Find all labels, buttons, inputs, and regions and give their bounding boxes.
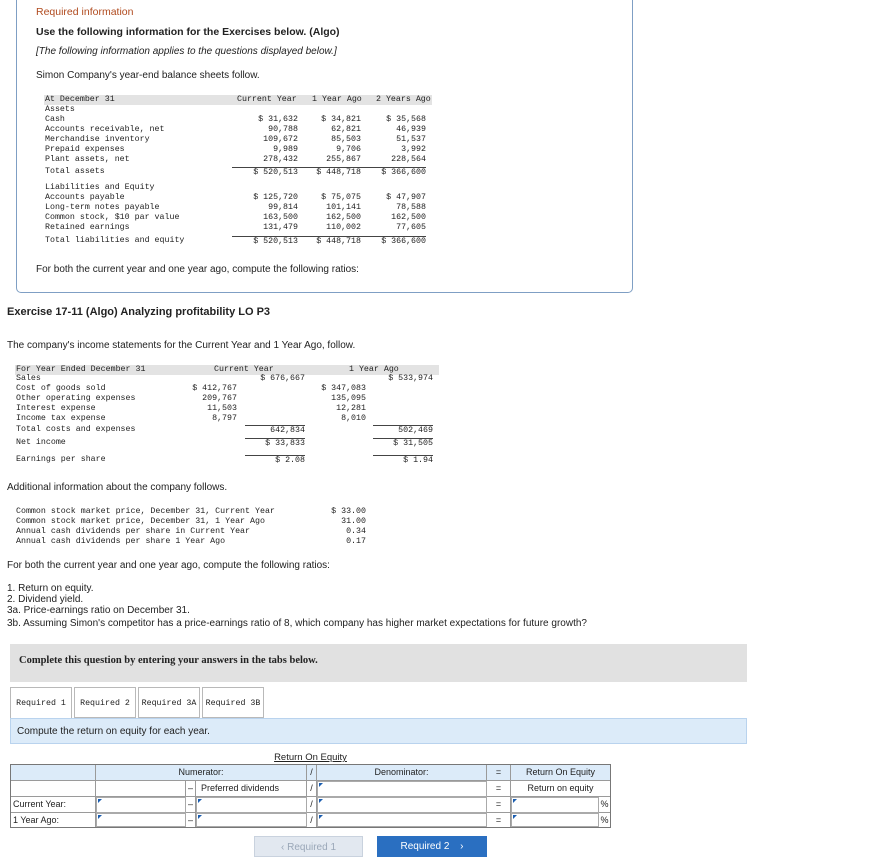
- roe-prior-minus: –: [186, 813, 196, 827]
- question-1: 1. Return on equity.: [7, 583, 94, 594]
- roe-answer-grid: [10, 764, 611, 828]
- roe-hdr-slash: /: [307, 765, 317, 781]
- is-total-costs-label: Total costs and expenses: [16, 425, 136, 434]
- is-sales-current: $ 676,667: [260, 374, 305, 383]
- bs-total-assets-col3: $ 366,600: [360, 167, 426, 178]
- bs-asset-row-4-col1: 278,432: [263, 155, 298, 164]
- balance-closing-text: For both the current year and one year ago, compute the following ratios:: [36, 264, 359, 275]
- add-row-2-value: 0.34: [346, 527, 366, 536]
- bs-asset-row-4-label: Plant assets, net: [45, 155, 130, 164]
- bs-liab-row-1-col3: 78,588: [396, 203, 426, 212]
- bs-total-liab-col3: $ 366,600: [360, 236, 426, 247]
- bs-liab-row-1-label: Long-term notes payable: [45, 203, 160, 212]
- roe-prior-equals: =: [487, 813, 511, 827]
- is-total-costs-prior: 502,469: [373, 425, 433, 436]
- complete-instructions-text: Complete this question by entering your answers in the tabs below.: [19, 655, 318, 666]
- bs-total-liab-col1: $ 520,513: [232, 236, 298, 247]
- is-cost-row-0-label: Cost of goods sold: [16, 384, 106, 393]
- bs-asset-row-4-col2: 255,867: [326, 155, 361, 164]
- chevron-left-icon: ‹: [280, 842, 285, 853]
- roe-table-title: Return On Equity: [274, 752, 347, 763]
- is-cost-row-3-label: Income tax expense: [16, 414, 106, 423]
- tab-required-3b[interactable]: Required 3B: [202, 687, 264, 718]
- roe-row-current-label: Current Year:: [11, 797, 96, 813]
- bs-asset-row-1-col3: 46,939: [396, 125, 426, 134]
- is-header-prior: 1 Year Ago: [349, 365, 399, 374]
- balance-sheet-intro: Simon Company's year-end balance sheets follow.: [36, 70, 260, 81]
- roe-label-slash: /: [307, 781, 317, 797]
- bs-header-label: At December 31: [45, 95, 115, 104]
- bs-total-assets-col1: $ 520,513: [232, 167, 298, 178]
- is-header-current: Current Year: [214, 365, 274, 374]
- tab-required-1[interactable]: Required 1: [10, 687, 72, 719]
- roe-current-numerator-input[interactable]: [96, 797, 186, 813]
- info-heading: Use the following information for the Exercises below. (Algo): [36, 26, 340, 38]
- bs-header-current: Current Year: [237, 95, 297, 104]
- bs-liab-row-3-label: Retained earnings: [45, 223, 130, 232]
- bs-liab-row-2-col3: 162,500: [391, 213, 426, 222]
- roe-prior-result-input[interactable]: [511, 813, 599, 827]
- add-row-2-label: Annual cash dividends per share in Current Year: [16, 527, 251, 536]
- roe-hdr-result: Return On Equity: [511, 765, 610, 781]
- bs-asset-row-3-col2: 9,706: [336, 145, 361, 154]
- add-row-3-label: Annual cash dividends per share 1 Year Ago: [16, 537, 226, 546]
- bs-asset-row-4-col3: 228,564: [391, 155, 426, 164]
- prev-required-button[interactable]: [254, 836, 363, 857]
- compute-instruction: Compute the return on equity for each year.: [17, 726, 210, 737]
- bs-total-liab-label: Total liabilities and equity: [45, 236, 185, 245]
- bs-total-assets-label: Total assets: [45, 167, 105, 176]
- roe-current-percent: %: [599, 797, 610, 813]
- roe-current-result-input[interactable]: [511, 797, 599, 813]
- bs-asset-row-3-label: Prepaid expenses: [45, 145, 125, 154]
- roe-label-result: Return on equity: [511, 781, 610, 797]
- roe-prior-denominator-input[interactable]: [317, 813, 487, 827]
- roe-current-denominator-input[interactable]: [317, 797, 487, 813]
- bs-liab-row-3-col1: 131,479: [263, 223, 298, 232]
- bs-asset-row-2-col2: 85,503: [331, 135, 361, 144]
- add-row-1-value: 31.00: [341, 517, 366, 526]
- roe-label-blank: [11, 781, 96, 797]
- is-net-income-prior: $ 31,505: [373, 438, 433, 449]
- roe-hdr-numerator: Numerator:: [96, 765, 307, 781]
- is-total-costs-current: 642,834: [245, 425, 305, 436]
- bs-liab-label: Liabilities and Equity: [45, 183, 155, 192]
- bs-asset-row-2-label: Merchandise inventory: [45, 135, 150, 144]
- is-cost-row-2-current: 11,503: [207, 404, 237, 413]
- prev-required-label: Required 1: [287, 842, 337, 853]
- roe-row-prior-label: 1 Year Ago:: [11, 813, 96, 827]
- tab-required-3a[interactable]: Required 3A: [138, 687, 200, 718]
- bs-liab-row-1-col1: 99,814: [268, 203, 298, 212]
- next-required-button[interactable]: [377, 836, 487, 857]
- roe-hdr-equals: =: [487, 765, 511, 781]
- required-information-label: Required information: [36, 6, 134, 18]
- roe-prior-percent: %: [600, 815, 609, 825]
- question-3a: 3a. Price-earnings ratio on December 31.: [7, 605, 190, 616]
- bs-liab-row-2-label: Common stock, $10 par value: [45, 213, 180, 222]
- bs-assets-label: Assets: [45, 105, 75, 114]
- exercise-intro: The company's income statements for the Current Year and 1 Year Ago, follow.: [7, 340, 356, 351]
- complete-instructions-box: [10, 644, 747, 682]
- question-3b: 3b. Assuming Simon's competitor has a price-earnings ratio of 8, which company has higher market expectations for future growth?: [7, 618, 587, 629]
- tab-required-2[interactable]: Required 2: [74, 687, 136, 718]
- bs-total-assets-col2: $ 448,718: [295, 167, 361, 178]
- roe-label-blank-2: [96, 781, 186, 797]
- bs-liab-row-0-col1: $ 125,720: [253, 193, 298, 202]
- is-cost-row-1-current: 209,767: [202, 394, 237, 403]
- bs-liab-row-2-col2: 162,500: [326, 213, 361, 222]
- exercise-title: Exercise 17-11 (Algo) Analyzing profitability LO P3: [7, 306, 271, 318]
- is-net-income-label: Net income: [16, 438, 66, 447]
- chevron-right-icon: ›: [460, 841, 464, 852]
- roe-prior-slash: /: [307, 813, 317, 827]
- bs-header-1yr: 1 Year Ago: [312, 95, 362, 104]
- bs-asset-row-0-col1: $ 31,632: [258, 115, 298, 124]
- is-eps-label: Earnings per share: [16, 455, 106, 464]
- roe-prior-preferred-input[interactable]: [196, 813, 307, 827]
- add-row-1-label: Common stock market price, December 31, 1 Year Ago: [16, 517, 265, 526]
- roe-denominator-label-input[interactable]: [317, 781, 487, 797]
- is-sales-label: Sales: [16, 374, 41, 383]
- is-cost-row-0-current: $ 412,767: [192, 384, 237, 393]
- bs-liab-row-0-col3: $ 47,907: [386, 193, 426, 202]
- roe-current-slash: /: [307, 797, 317, 813]
- add-row-3-value: 0.17: [346, 537, 366, 546]
- roe-prior-numerator-input[interactable]: [96, 813, 186, 827]
- roe-label-equals: =: [487, 781, 511, 797]
- roe-current-preferred-input[interactable]: [196, 797, 307, 813]
- is-cost-row-2-prior: 12,281: [336, 404, 366, 413]
- add-row-0-label: Common stock market price, December 31, Current Year: [16, 507, 275, 516]
- bs-asset-row-2-col3: 51,537: [396, 135, 426, 144]
- additional-intro: Additional information about the company follows.: [7, 482, 228, 493]
- is-net-income-current: $ 33,833: [245, 438, 305, 449]
- roe-current-minus: –: [186, 797, 196, 813]
- bs-header-2yr: 2 Years Ago: [376, 95, 431, 104]
- bs-liab-row-3-col2: 110,002: [326, 223, 361, 232]
- bs-asset-row-1-col1: 90,788: [268, 125, 298, 134]
- bs-asset-row-0-col2: $ 34,821: [321, 115, 361, 124]
- bs-asset-row-3-col1: 9,989: [273, 145, 298, 154]
- is-cost-row-2-label: Interest expense: [16, 404, 96, 413]
- bs-asset-row-0-col3: $ 35,568: [386, 115, 426, 124]
- bs-liab-row-3-col3: 77,605: [396, 223, 426, 232]
- question-2: 2. Dividend yield.: [7, 594, 84, 605]
- bs-asset-row-3-col3: 3,992: [401, 145, 426, 154]
- bs-liab-row-0-label: Accounts payable: [45, 193, 125, 202]
- bs-total-liab-col2: $ 448,718: [295, 236, 361, 247]
- compute-instruction-bar: [10, 718, 747, 744]
- bs-asset-row-0-label: Cash: [45, 115, 65, 124]
- info-note: [The following information applies to the questions displayed below.]: [36, 46, 337, 57]
- is-cost-row-1-prior: 135,095: [331, 394, 366, 403]
- is-cost-row-0-prior: $ 347,083: [321, 384, 366, 393]
- is-header-label: For Year Ended December 31: [16, 365, 146, 374]
- bs-liab-row-1-col2: 101,141: [326, 203, 361, 212]
- is-cost-row-3-prior: 8,010: [341, 414, 366, 423]
- is-cost-row-1-label: Other operating expenses: [16, 394, 136, 403]
- roe-hdr-blank: [11, 765, 96, 781]
- add-row-0-value: $ 33.00: [331, 507, 366, 516]
- is-eps-prior: $ 1.94: [373, 455, 433, 466]
- roe-hdr-denominator: Denominator:: [317, 765, 487, 781]
- bs-asset-row-2-col1: 109,672: [263, 135, 298, 144]
- bs-liab-row-0-col2: $ 75,075: [321, 193, 361, 202]
- bs-liab-row-2-col1: 163,500: [263, 213, 298, 222]
- roe-label-preferred: Preferred dividends: [196, 781, 307, 797]
- is-cost-row-3-current: 8,797: [212, 414, 237, 423]
- roe-label-minus: –: [186, 781, 196, 797]
- is-sales-prior: $ 533,974: [388, 374, 433, 383]
- bs-asset-row-1-label: Accounts receivable, net: [45, 125, 165, 134]
- is-eps-current: $ 2.08: [245, 455, 305, 466]
- bs-asset-row-1-col2: 62,821: [331, 125, 361, 134]
- additional-closing: For both the current year and one year ago, compute the following ratios:: [7, 560, 330, 571]
- next-required-label: Required 2: [400, 841, 450, 852]
- roe-current-equals: =: [487, 797, 511, 813]
